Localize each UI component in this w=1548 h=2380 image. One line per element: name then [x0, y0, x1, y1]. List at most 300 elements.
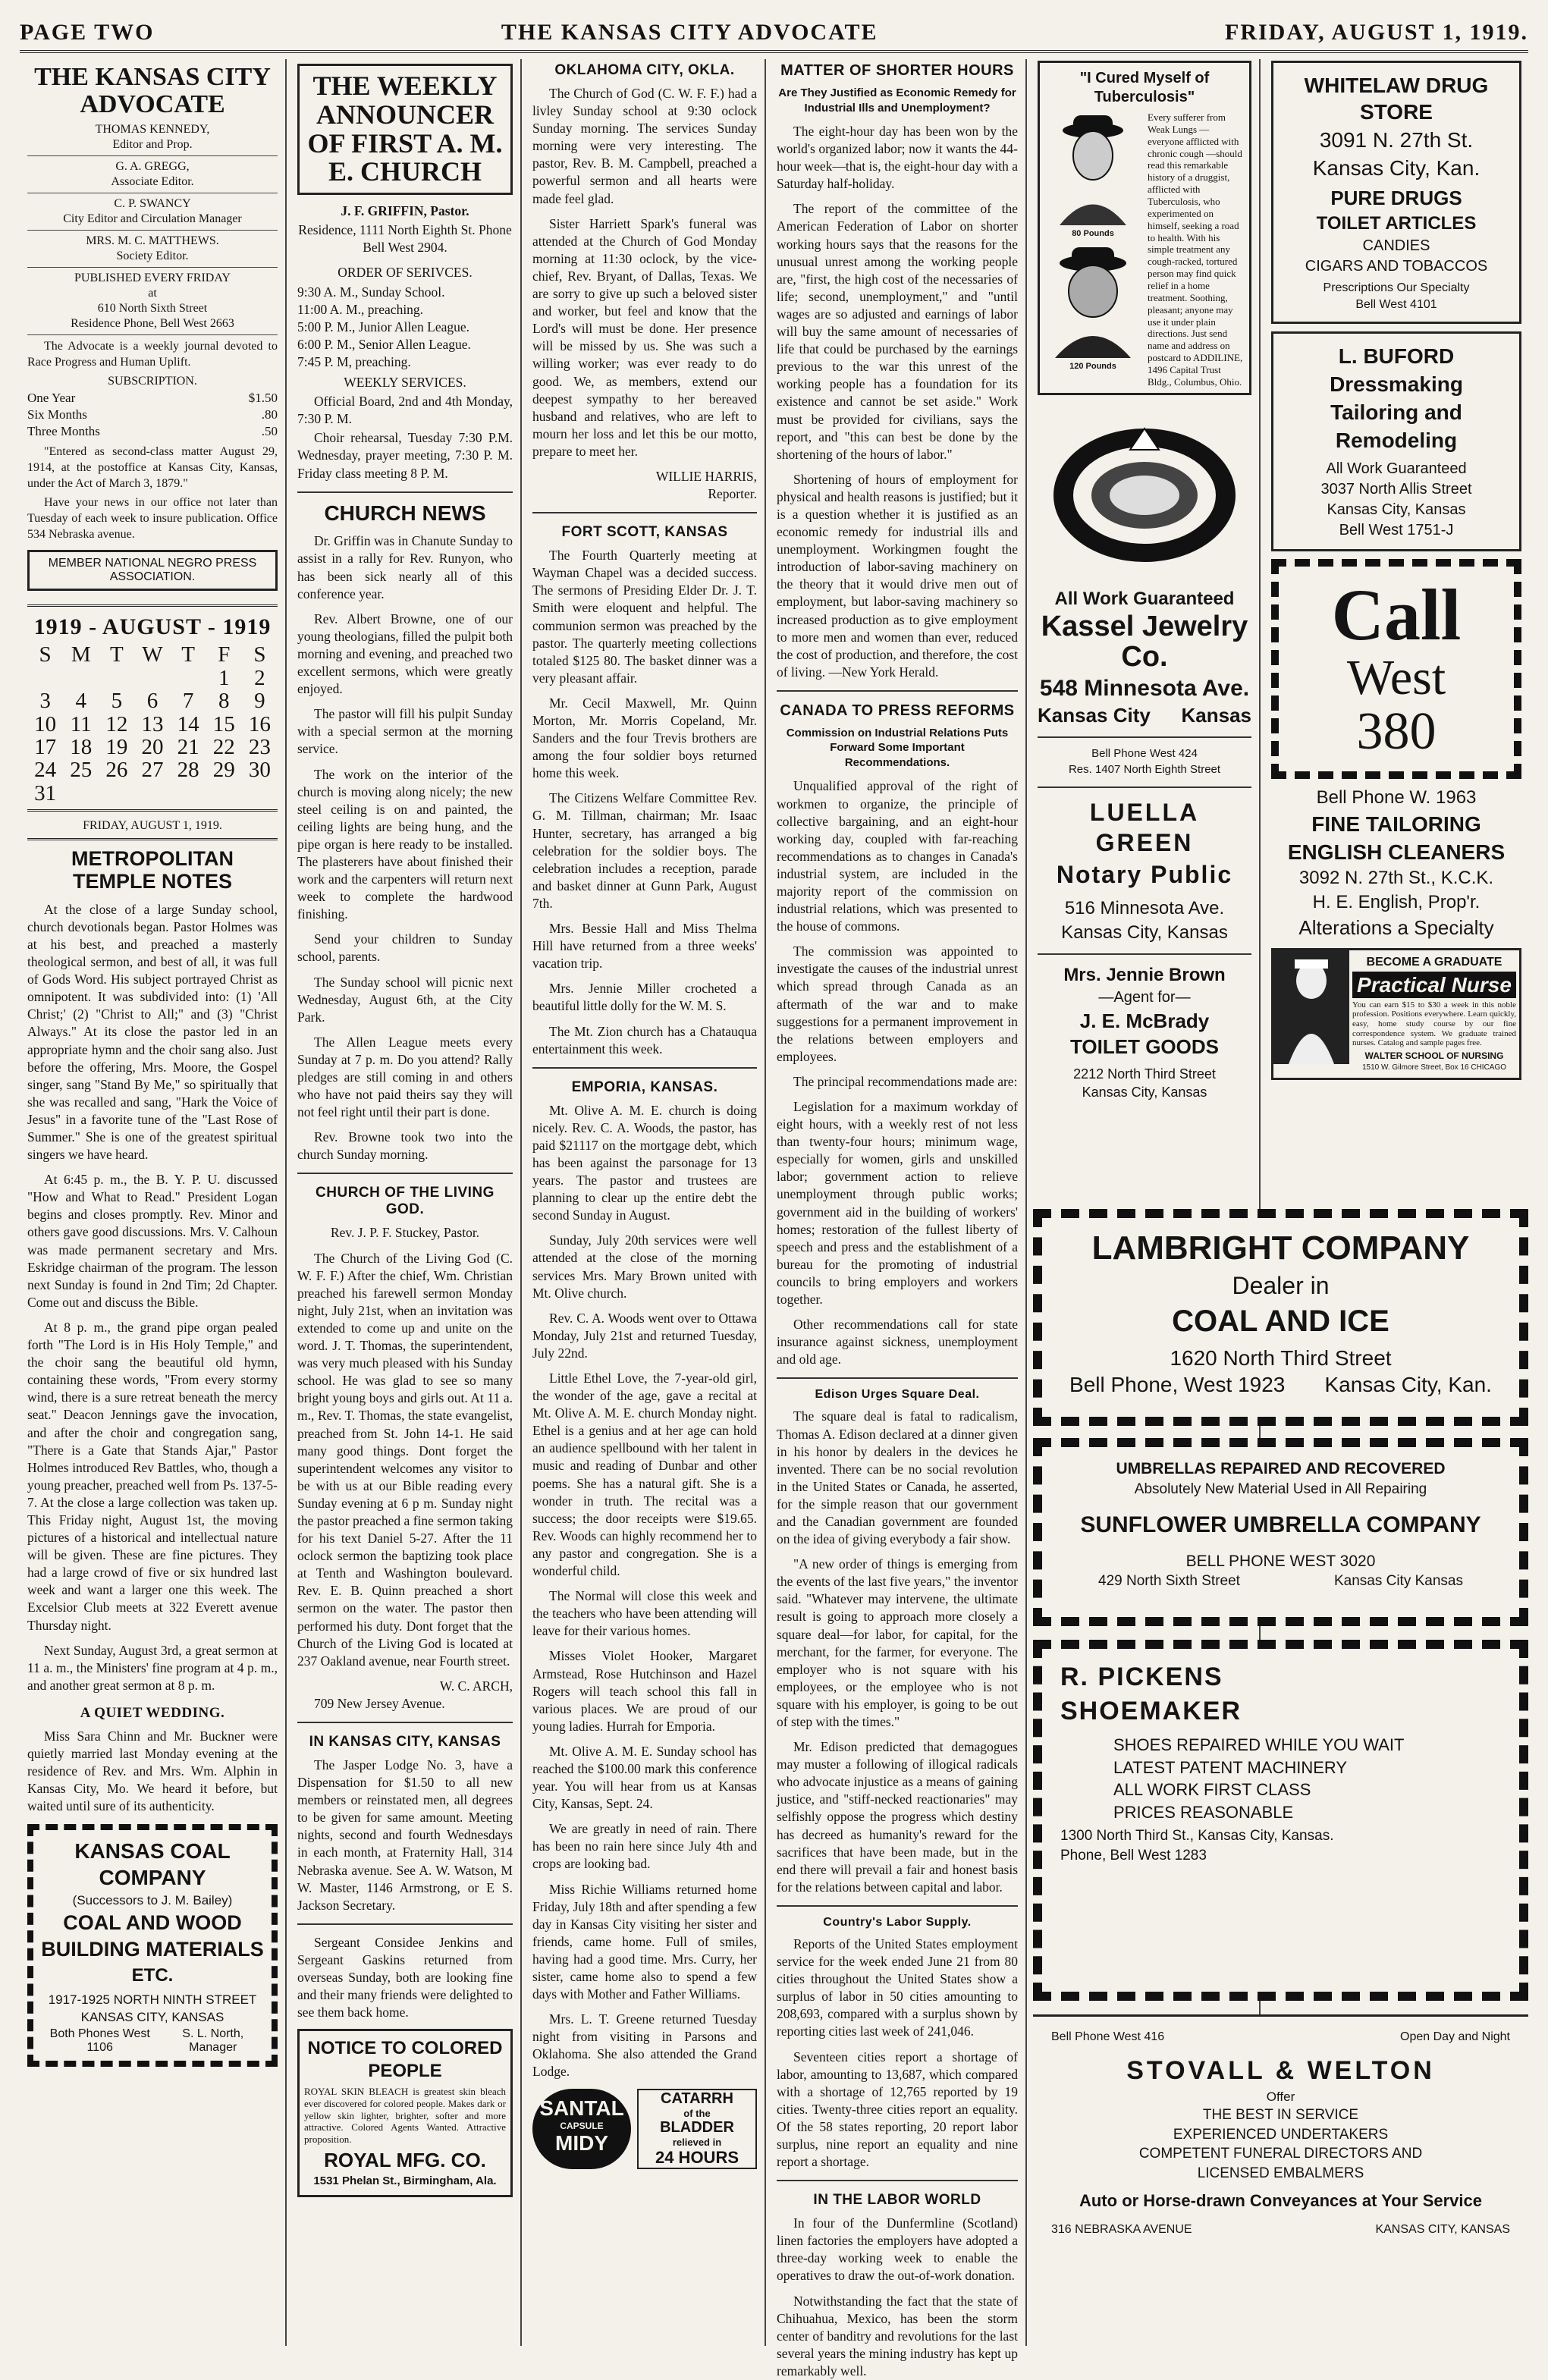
- weekly-item: Choir rehearsal, Tuesday 7:30 P.M. Wednesday, prayer meeting, 7:30 P. M. Friday class meeting 8 P. M.: [297, 430, 513, 481]
- rate-row: [27, 424, 278, 439]
- staff-line: THOMAS KENNEDY,: [95, 123, 210, 137]
- ad-line: —Agent for—: [1098, 988, 1191, 1006]
- date-cell: [99, 782, 134, 805]
- article-paragraph: The Sunday school will picnic next Wednesday, August 6th, at the City Park.: [297, 974, 513, 1025]
- divider: [297, 1722, 513, 1723]
- ad-footer: [1051, 2223, 1510, 2237]
- canada-subhead: Commission on Industrial Relations Puts Forward Some Important Recommendations.: [786, 726, 1009, 769]
- published-line: at: [148, 287, 157, 300]
- article-paragraph: "A new order of things is emerging from the events of the last five years," the inventor said. "Whatever may intervene, the ultimate result is going to approach more closely a square deal—for labor, for capital, for the merchant, for the farmer, for everyone. The employer who is not square with his employees, or the employee who is not square with his employer, is going to be out of step with the times.": [777, 1556, 1018, 1729]
- ad-city: Kansas City, Kansas: [1327, 501, 1466, 518]
- column-4: [769, 59, 1027, 2378]
- date-cell: 26: [105, 758, 128, 783]
- ad-manager: S. L. North, Manager: [182, 2027, 244, 2054]
- english-cleaners-ad: [1271, 787, 1521, 940]
- date-cell: [63, 667, 99, 689]
- staff-line: C. P. SWANCY: [114, 197, 191, 211]
- ad-line: BUILDING MATERIALS: [41, 1938, 264, 1961]
- article-paragraph: Unqualified approval of the right of workmen to organize, the principle of collective bargaining, and an eight-hour working day, coupled with far-reaching recommendations as to changes in Canada's industrial system, are included in the majority report of the commission on industrial relations, which was presented to the house of commons.: [777, 778, 1018, 934]
- oklahoma-heading: OKLAHOMA CITY, OKLA.: [554, 62, 735, 78]
- jennie-brown-ad: [1038, 964, 1251, 1101]
- article-paragraph: Mt. Olive A. M. E. Sunday school has reached the $100.00 mark this conference year. You will hear from us at Kansas City, Kansas, Sept. 24.: [532, 1743, 757, 1812]
- date-cell: 13: [141, 711, 164, 736]
- ad-trade: SHOEMAKER: [1060, 1696, 1242, 1725]
- date-cell: 22: [212, 735, 235, 759]
- rate-row: [27, 391, 278, 406]
- capsule-icon: [532, 2089, 631, 2169]
- ad-title: LUELLA GREEN: [1089, 798, 1200, 856]
- ad-phone: Phone, Bell West 1283: [1060, 1847, 1207, 1863]
- day-label: W: [142, 642, 163, 667]
- date-cell: 19: [105, 735, 128, 759]
- article-paragraph: The square deal is fatal to radicalism, Thomas A. Edison declared at a dinner given in his honor by dealers in the devices he invented. There can be no social revolution in the United States or Canada, he asserted, for the simple reason that our government and the Canadian government are founded on the idea of giving everybody a fair show.: [777, 1408, 1018, 1547]
- article-paragraph: Dr. Griffin was in Chanute Sunday to assist in a rally for Rev. Runyon, who has been sick nearly all of this conference year.: [297, 533, 513, 601]
- ad-line: CANDIES: [1362, 237, 1430, 254]
- labor-supply-heading: Country's Labor Supply.: [823, 1915, 972, 1929]
- calendar-week: [27, 667, 278, 689]
- day-label: S: [253, 642, 266, 667]
- signature-address: 709 New Jersey Avenue.: [314, 1695, 445, 1711]
- date-cell: 28: [177, 758, 199, 783]
- date-cell: 5: [111, 689, 123, 714]
- ad-line: Dressmaking: [1330, 372, 1463, 396]
- ad-body: You can earn $15 to $30 a week in this noble profession. Positions everywhere. Learn quickly, easy, home study course by our fine correspondence system. We graduate trained nurses. Catalog and sample pages free.: [1352, 1000, 1516, 1048]
- ad-title: R. PICKENS: [1060, 1663, 1223, 1691]
- divider: [777, 1905, 1018, 1907]
- article-paragraph: The pastor will fill his pulpit Sunday with a special sermon at the morning service.: [297, 706, 513, 757]
- column-5: [1030, 59, 1261, 2346]
- date-cell: 3: [39, 689, 51, 714]
- article-paragraph: Next Sunday, August 3rd, a great sermon at 11 a. m., the Ministers' fine program at 4 p. m., and another great sermon at 8 p. m.: [27, 1642, 278, 1693]
- divider: [777, 690, 1018, 692]
- ad-city-left: Kansas City: [1038, 704, 1151, 727]
- ad-line: UMBRELLAS REPAIRED AND RECOVERED: [1116, 1460, 1446, 1477]
- calendar-week: [27, 782, 278, 805]
- ad-line: ETC.: [131, 1965, 174, 1986]
- article-paragraph: The Fourth Quarterly meeting at Wayman Chapel was a decided success. The sermons of Presiding Elder Dr. J. T. Smith were eloquent and helpful. The communion sermon was preached by the pastor. The quarterly meeting collections totaled $125 80. The basket dinner was a very pleasant affair.: [532, 548, 757, 686]
- ad-company: J. E. McBrady: [1079, 1009, 1210, 1032]
- article-paragraph: Mrs. L. T. Greene returned Tuesday night from visiting in Parsons and Oklahoma. She also attended the Grand Lodge.: [532, 2011, 757, 2080]
- ad-line: 24 HOURS: [655, 2147, 739, 2167]
- labor-world-heading: IN THE LABOR WORLD: [813, 2192, 981, 2209]
- ad-city-right: Kansas: [1181, 704, 1251, 727]
- ad-line: KANSAS CITY, KANSAS: [80, 2010, 225, 2025]
- staff-line: G. A. GREGG,: [115, 160, 190, 174]
- ad-name: MIDY: [555, 2130, 608, 2155]
- divider: [777, 2180, 1018, 2181]
- date-cell: [171, 667, 206, 689]
- ad-line: ALL WORK FIRST CLASS: [1113, 1780, 1311, 1799]
- shorter-hours-subhead: Are They Justified as Economic Remedy for Industrial Ills and Unemployment?: [778, 86, 1016, 115]
- ad-city: Kansas City, Kan.: [1324, 1373, 1492, 1396]
- article-paragraph: The eight-hour day has been won by the world's organized labor; now it wants the 44-hour week—that is, the eight-hour day with a Saturday half-holiday.: [777, 124, 1018, 192]
- date-cell: 15: [212, 711, 235, 736]
- ad-portraits: [1044, 111, 1141, 388]
- diamond-ring-icon: [1038, 404, 1251, 586]
- ad-phone: Bell Phone West 424: [1091, 747, 1198, 761]
- article-paragraph: The Mt. Zion church has a Chatauqua entertainment this week.: [532, 1023, 757, 1057]
- article-paragraph: Mrs. Jennie Miller crocheted a beautiful little dolly for the W. M. S.: [532, 981, 757, 1014]
- staff-line: Editor and Prop.: [27, 137, 278, 156]
- article-paragraph: Little Ethel Love, the 7-year-old girl, the wonder of the age, gave a recital at Mt. Olive A. M. E. church Monday night. Ethel is a genius and at her age can hold an audience spellbound with her talent in music and reading of Dunbar and other poems. She has a natural gift. She is a wonder in truth. The recital was a success; the door receipts were $19.65. Rev. Woods can highly recommend her to any pastor and congregation. She is a wonderful child.: [532, 1371, 757, 1579]
- date-cell: 24: [34, 758, 57, 783]
- date-cell: 23: [248, 735, 271, 759]
- ad-line: TOILET GOODS: [1070, 1035, 1219, 1059]
- article-paragraph: The Allen League meets every Sunday at 7 p. m. Do you attend? Rally pledges are still coming in and others who have not paid theirs say they will not feel right until their part is done.: [297, 1034, 513, 1120]
- masthead-title: THE KANSAS CITY ADVOCATE: [34, 63, 271, 118]
- weekly-label: WEEKLY SERVICES.: [344, 375, 466, 391]
- pastor-residence: Residence, 1111 North Eighth St. Phone Bell West 2904.: [298, 222, 512, 256]
- edison-heading: Edison Urges Square Deal.: [815, 1388, 980, 1402]
- paper-name: THE KANSAS CITY ADVOCATE: [501, 20, 878, 45]
- article-paragraph: Sister Harriett Spark's funeral was attended at the Church of God Monday morning at 11:30 oclock, by the vice-chief, Rev. Bryant, of Dallas, Texas. We are sorry to give up such a beloved sister and worker, but feel and know that the Lord's will must be done. Her presence will be missed by us. She was such a willing worker; was ever ready to do good. We, as members, extend our deepest sympathy to her bereaved husband and relatives, who are left to mourn her loss and let this be our motto, prepare to meet her.: [532, 215, 757, 459]
- order-item: 11:00 A. M., preaching.: [297, 301, 424, 317]
- ad-phone: Bell Phone W. 1963: [1316, 787, 1477, 809]
- ad-line: Tailoring and: [1330, 400, 1462, 424]
- article-paragraph: Legislation for a maximum workday of eight hours, with a weekly rest of not less than twenty-four hours; minimum wage, especially for women, girls and unskilled labor; government action to relieve unemployment through public works; government aid in the building of workers' homes; restoration of the fullest liberty of speech and press and the establishment of a bureau for the promoting of industrial councils to bring employers and workers together.: [777, 1099, 1018, 1308]
- masthead: [27, 64, 278, 607]
- calendar-week: [27, 758, 278, 781]
- ad-line: All Work Guaranteed: [1054, 588, 1235, 609]
- ad-line: FINE TAILORING: [1311, 812, 1481, 837]
- fort-scott-heading: FORT SCOTT, KANSAS: [561, 524, 728, 541]
- ad-address: 429 North Sixth Street: [1098, 1572, 1240, 1589]
- santal-midy-ad: [532, 2089, 757, 2169]
- ad-line: EXPERIENCED UNDERTAKERS: [1173, 2126, 1389, 2143]
- ad-line: Absolutely New Material Used in All Repairing: [1134, 1481, 1427, 1498]
- ad-phone: BELL PHONE WEST 3020: [1185, 1552, 1376, 1570]
- order-item: 9:30 A. M., Sunday School.: [297, 284, 445, 300]
- calendar-days: [27, 643, 278, 666]
- article-paragraph: The principal recommendations made are:: [793, 1073, 1018, 1089]
- ad-title: Kassel Jewelry Co.: [1041, 610, 1248, 673]
- column-6: [1264, 59, 1529, 2346]
- ad-title: ENGLISH CLEANERS: [1287, 840, 1506, 865]
- divider: [1038, 736, 1251, 738]
- article-paragraph: Mr. Cecil Maxwell, Mr. Quinn Morton, Mr. Morris Copeland, Mr. Sanders and the four Trevis brothers are among the four soldier boys returned home this week.: [532, 695, 757, 781]
- ad-prop: H. E. English, Prop'r.: [1312, 892, 1480, 913]
- rate-term: Six Months: [27, 407, 87, 422]
- ad-brand: SANTAL: [539, 2096, 624, 2120]
- staff-line: City Editor and Circulation Manager: [27, 212, 278, 231]
- weekly-item: Official Board, 2nd and 4th Monday, 7:30 P. M.: [297, 394, 513, 427]
- ad-line: PRICES REASONABLE: [1113, 1802, 1294, 1822]
- buford-ad: [1271, 331, 1521, 551]
- ad-address: 1510 W. Gilmore Street, Box 16 CHICAGO: [1361, 1063, 1507, 1072]
- tuberculosis-ad: [1038, 61, 1251, 395]
- page-number: PAGE TWO: [20, 20, 155, 45]
- date-cell: 16: [248, 711, 271, 736]
- article-paragraph: Mr. Edison predicted that demagogues may muster a following of illogical radicals who advocate injustice as a means of gaining justice, and "stiff-necked reactionaries" may selfishly oppose the progress which destiny has decreed as humanity's reward for the sacrifices that have been made, but in the end there will prevail a fair and honest basis for the relations between capital and labor.: [777, 1739, 1018, 1895]
- staff-line: Associate Editor.: [27, 174, 278, 193]
- ad-line: TOILET ARTICLES: [1316, 212, 1477, 234]
- date-cell: 12: [105, 711, 128, 736]
- ad-address: 1620 North Third Street: [1170, 1346, 1392, 1370]
- ad-city: Kansas City, Kansas: [1082, 1085, 1207, 1101]
- ad-header: [1051, 2030, 1510, 2044]
- calendar-dateline: FRIDAY, AUGUST 1, 1919.: [27, 818, 278, 840]
- signature: WILLIE HARRIS,: [655, 468, 757, 484]
- ad-address: 316 NEBRASKA AVENUE: [1051, 2223, 1192, 2237]
- date-cell: 18: [70, 735, 93, 759]
- article-paragraph: Other recommendations call for state insurance against sickness, unemployment and old age.: [777, 1317, 1018, 1367]
- ad-phone: Both Phones West 1106: [49, 2027, 150, 2054]
- pastor-name: J. F. GRIFFIN, Pastor.: [341, 203, 469, 219]
- ad-hours: Open Day and Night: [1400, 2030, 1510, 2043]
- column-3: [525, 59, 766, 2346]
- date-cell: [206, 782, 242, 805]
- divider: [1038, 787, 1251, 788]
- divider: [532, 512, 757, 513]
- date-cell: [63, 782, 99, 805]
- ad-line: COAL AND WOOD: [63, 1911, 242, 1934]
- before-label: 80 Pounds: [1072, 229, 1114, 238]
- lambright-ad: [1033, 1209, 1528, 1426]
- calendar-title: 1919 - AUGUST - 1919: [33, 614, 272, 640]
- date-cell: 29: [212, 758, 235, 783]
- article-paragraph: Rev. Albert Browne, one of our young theologians, filled the pulpit both morning and evening, and preached two excellent sermons, which were greatly enjoyed.: [297, 611, 513, 697]
- ad-body: Every sufferer from Weak Lungs —everyone afflicted with chronic cough —should read this remarkable history of a druggist, afflicted with Tuberculosis, who experimented on himself, seeking a road to health. With his simple treatment any cough-racked, tortured person may find quick relief in a home treatment. Soothing, pleasant; anyone may use it under plain directions. Just send name and address on postcard to ADDILINE, 1496 Capital Trust Bldg., Columbus, Ohio.: [1148, 111, 1243, 388]
- shorter-hours-heading: MATTER OF SHORTER HOURS: [780, 62, 1014, 79]
- ad-line: of the: [683, 2107, 711, 2119]
- whitelaw-drug-ad: [1271, 61, 1521, 324]
- article-paragraph: Seventeen cities report a shortage of labor, amounting to 13,687, which compared with a shortage of 12,765 reported by 19 cities. Twenty-three cities report an equality. Of the 58 states reporting, 20 report labor surplus, nine report an equality and nine report a shortage.: [777, 2049, 1018, 2170]
- ad-line: BLADDER: [660, 2118, 734, 2136]
- portrait-icon: [1044, 111, 1141, 225]
- announcer-title: THE WEEKLY ANNOUNCER OF FIRST A. M. E. CHURCH: [297, 64, 513, 195]
- ad-city: KANSAS CITY, KANSAS: [1375, 2223, 1510, 2237]
- day-label: M: [71, 642, 91, 667]
- ad-title: Mrs. Jennie Brown: [1063, 964, 1226, 985]
- ad-residence: Res. 1407 North Eighth Street: [1068, 762, 1221, 776]
- ad-city: Kansas City Kansas: [1333, 1572, 1463, 1589]
- day-label: T: [109, 642, 124, 667]
- date-cell: 27: [141, 758, 164, 783]
- entered-note: "Entered as second-class matter August 29, 1914, at the postoffice at Kansas City, Kansas, under the Act of March 3, 1879.": [27, 444, 278, 490]
- article-paragraph: Rev. C. A. Woods went over to Ottawa Monday, July 21st and returned Tuesday, July 22nd.: [532, 1310, 757, 1361]
- ad-content: [1044, 111, 1245, 388]
- date-cell: 9: [254, 689, 265, 714]
- ad-line: LICENSED EMBALMERS: [1197, 2165, 1364, 2181]
- article-paragraph: At 8 p. m., the grand pipe organ pealed forth "The Lord is in His Holy Temple," and the choir sang the beautiful old hymn, containing these words, "From every stormy wind, there is a sure retreat beneath the mercy seat." Deacon Jennings gave the invocation, and after the choir and congregation sang, "There is a Gate that Stands Ajar," Pastor Holmes introduced Rev Battles, who, though a young preacher, preached well from Ps. 137-5-7. At the close a large collection was taken up. This Friday night, August 1st, the moving pictures of a historical and intellectual nature will be given. These are fine pictures. They had a large crowd of five or six hundred last week and want a larger one this week. The Excelsior Club meets at 322 Everett avenue Thursday night.: [27, 1319, 278, 1633]
- stovall-welton-ad: [1033, 2014, 1528, 2348]
- ad-title: KANSAS COAL COMPANY: [74, 1839, 231, 1890]
- ad-phone: Bell Phone, West 1923: [1069, 1373, 1286, 1396]
- living-god-heading: CHURCH OF THE LIVING GOD.: [316, 1185, 495, 1218]
- rate-term: Three Months: [27, 423, 100, 438]
- practical-nurse-ad: [1271, 948, 1521, 1080]
- date-cell: 25: [70, 758, 93, 783]
- ad-capsule: CAPSULE: [560, 2120, 604, 2131]
- date-cell: 21: [177, 735, 199, 759]
- ad-exchange: West: [1346, 649, 1446, 705]
- date-cell: [134, 667, 170, 689]
- temple-notes-heading: METROPOLITAN TEMPLE NOTES: [71, 847, 234, 893]
- date-cell: 11: [70, 711, 92, 736]
- after-label: 120 Pounds: [1069, 362, 1116, 371]
- signature: W. C. ARCH,: [439, 1678, 513, 1694]
- ad-title: SUNFLOWER UMBRELLA COMPANY: [1080, 1512, 1481, 1537]
- ad-phone: Bell Phone West 416: [1051, 2030, 1165, 2043]
- ad-address: 516 Minnesota Ave.: [1064, 897, 1225, 918]
- ad-line: CATARRH: [661, 2090, 733, 2107]
- article-paragraph: Mt. Olive A. M. E. church is doing nicely. Rev. C. A. Woods, the pastor, has paid $21117 on the mortgage debt, which has been against the parsonage for 13 years. The pastor and trustees are planning to clear up the entire debt the second Sunday in August.: [532, 1102, 757, 1223]
- ad-line: Offer: [1266, 2089, 1295, 2104]
- date-cell: 4: [75, 689, 86, 714]
- ad-line: LATEST PATENT MACHINERY: [1113, 1757, 1348, 1777]
- ad-footer: [1051, 1573, 1510, 1590]
- article-paragraph: Reports of the United States employment service for the week ended June 21 from 80 cities throughout the United States show a surplus of labor in 50 cities amounting to 208,693, compared with a surplus shown by reporting cities last week of 241,046.: [777, 1936, 1018, 2039]
- calendar-grid: [27, 643, 278, 805]
- article-paragraph: The Jasper Lodge No. 3, have a Dispensation for $1.50 to all new members or reinstated men, all degrees to be given for same amount. Meeting nights, second and fourth Wednesdays in each month, at Fraternity Hall, 314 Nebraska avenue. See A. W. Watson, M W. Master, 1146 Armstrong, or E S. Jackson Secretary.: [297, 1757, 513, 1913]
- article-paragraph: At the close of a large Sunday school, church devotionals began. Pastor Holmes was at his best, and preached a masterly theological sermon, and best of all, it was full of Gods Word. His subject portrayed Christ as omnipotent. It was subdivided into: (1) 'All Christ;' (2) "Christ to All;" and (3) "Christ Always." At its close the pastor led in an appropriate hymn and the choir sang also. Just before the offering, Mrs. Moore, the Gospel singer, sang "Stand By Me," so spiritually that she was recalled and sang, "Hark the Voice of Jesus" in a favorite tune of the "Last Rose of Summer." She is one of the greatest spiritual singers we have heard.: [27, 901, 278, 1163]
- ad-line: 1917-1925 NORTH NINTH STREET: [48, 1992, 257, 2008]
- ad-city: [1038, 704, 1251, 727]
- staff-line: MRS. M. C. MATTHEWS.: [86, 234, 219, 248]
- ad-address: 1300 North Third St., Kansas City, Kansas.: [1060, 1828, 1334, 1844]
- ad-line: Dealer in: [1232, 1272, 1330, 1299]
- ad-address: 2212 North Third Street: [1073, 1066, 1216, 1082]
- rate-price: .50: [261, 423, 278, 438]
- published-line: 610 North Sixth Street: [97, 302, 208, 316]
- date-cell: 17: [34, 735, 57, 759]
- ad-city: Kansas City, Kansas: [1061, 922, 1228, 943]
- column-1: [20, 59, 287, 2346]
- ad-line: Auto or Horse-drawn Conveyances at Your Service: [1079, 2190, 1483, 2210]
- calendar-week: [27, 713, 278, 736]
- day-label: S: [39, 642, 52, 667]
- emporia-heading: EMPORIA, KANSAS.: [571, 1079, 718, 1095]
- divider: [777, 1377, 1018, 1379]
- article-paragraph: At 6:45 p. m., the B. Y. P. U. discussed "How and What to Read." President Logan begins and closes promptly. Rev. Minor and others gave good discussions. Mrs. V. Calhoun was made permanent secretary and Mrs. Eskridge chairman of the program. The lesson next Sunday is found in 2nd Tim; 2d Chapter. Come out and discuss the Bible.: [27, 1172, 278, 1310]
- ad-line: All Work Guaranteed: [1326, 460, 1467, 477]
- order-item: 6:00 P. M., Senior Allen League.: [297, 336, 471, 352]
- article-paragraph: The report of the committee of the American Federation of Labor on shorter working hours says that the reasons for the unusual unrest among the working people are, "first, the high cost of the necessaries of life; second, unemployment," and "until wages are so adjusted and earnings of labor will buy the same amount of necessaries of life that could be purchased by the earnings previous to the war this unrest of the working people has a foundation for its existence and cannot be set aside." Work must be provided for civilians, says the report, and "this can best be done by the shortening of the hours of labor.": [777, 201, 1018, 462]
- rate-price: $1.50: [248, 390, 278, 405]
- ad-phone: Bell West 1751-J: [1339, 521, 1454, 538]
- article-paragraph: We are greatly in need of rain. There has been no rain here since July 4th and crops are looking bad.: [532, 1821, 757, 1872]
- church-news-heading: CHURCH NEWS: [324, 501, 486, 525]
- ad-footer: [39, 2027, 265, 2055]
- ad-line: (Successors to J. M. Bailey): [72, 1893, 233, 1908]
- ad-phone: Bell West 4101: [1355, 297, 1437, 311]
- ad-line: COMPETENT FUNERAL DIRECTORS AND: [1138, 2146, 1423, 2162]
- ad-address: 3091 N. 27th St.: [1319, 128, 1474, 152]
- order-item: 7:45 P. M, preaching.: [297, 353, 411, 369]
- portrait-icon: [1044, 244, 1141, 358]
- page-header: [20, 8, 1528, 53]
- member-label: MEMBER NATIONAL NEGRO PRESS ASSOCIATION.: [48, 557, 257, 584]
- divider: [297, 1173, 513, 1174]
- nurse-icon: [1273, 950, 1349, 1064]
- article-paragraph: Sunday, July 20th services were well attended at the close of the morning services Mrs. Mary Brown united with Mt. Olive church.: [532, 1232, 757, 1301]
- calendar-week: [27, 736, 278, 758]
- article-paragraph: The Church of God (C. W. F. F.) had a livley Sunday school at 9:30 oclock Sunday morning. The services Sunday morning were very interesting. The pastor, Rev. B. M. Campbell, preached a powerful sermon and all hearts were made feel glad.: [532, 86, 757, 206]
- luella-green-ad: [1038, 797, 1251, 944]
- rate-price: .80: [261, 407, 278, 422]
- article-paragraph: Mrs. Bessie Hall and Miss Thelma Hill have returned from a three weeks' vacation trip.: [532, 921, 757, 972]
- issue-date: FRIDAY, AUGUST 1, 1919.: [1225, 20, 1528, 45]
- article-paragraph: The Citizens Welfare Committee Rev. G. M. Tillman, chairman; Mr. Isaac Hunter, secretary, has arranged a big celebration for the soldier boys. The celebration includes a reception, parade and basket dinner at Gunn Park, August 7th.: [532, 790, 757, 911]
- kansas-coal-ad: [27, 1824, 278, 2066]
- ad-title: NOTICE TO COLORED PEOPLE: [307, 2038, 503, 2082]
- ad-line: Remodeling: [1335, 428, 1458, 452]
- date-cell: 2: [254, 665, 265, 690]
- catarrh-text: [637, 2089, 757, 2169]
- ad-title: Practical Nurse: [1352, 972, 1516, 998]
- day-label: T: [181, 642, 195, 667]
- royal-bleach-ad: [297, 2029, 513, 2196]
- date-cell: 8: [218, 689, 230, 714]
- ad-number: 380: [1356, 702, 1437, 761]
- ad-title: STOVALL & WELTON: [1126, 2056, 1435, 2085]
- ad-line: COAL AND ICE: [1172, 1305, 1389, 1338]
- date-cell: 1: [218, 665, 230, 690]
- article-paragraph: The Church of the Living God (C. W. F. F.) After the chief, Wm. Christian preached his farewell sermon Monday night, July 21st, when an invitation was extended to come up and unite on the word. J. T. Thomas, the superintendent, was very much pleased with his Sunday school. He was glad to see so many bright young boys and girls out. At 11 a. m., Rev. T. Thomas, the state evangelist, preached from St. John 14-1. He said many good things. Dont forget the superintendent welcomes any visitor to be with us at our Bible reading every Sunday evening at 6 p m. Sunday night the pastor preached a fine sermon taking for his text Daniel 5-27. After the 11 oclock sermon the baptizing took place at Tenth and Washington boulevard. Rev. E. B. Quinn preached a short sermon on the water. The pastor then performed his duty. Dont forget that the Church of the Living God is located at 237 Oakland avenue, near Fourth street.: [297, 1250, 513, 1669]
- ad-call: Call: [1331, 573, 1462, 655]
- article-paragraph: Miss Richie Williams returned home Friday, July 18th and after spending a few day in Kansas City visiting her sister and friends, came home. Full of smiles, having had a good time. Mrs. Curry, her sister, came home also to spend a few days with Mother and Father Williams.: [532, 1881, 757, 2002]
- article-paragraph: Miss Sara Chinn and Mr. Buckner were quietly married last Monday evening at the residence of Rev. and Mrs. Wm. Alphin in Kansas City, Mo. We heard it before, but waited until sure of its authenticity.: [27, 1728, 278, 1814]
- rate-row: [27, 407, 278, 422]
- date-cell: 6: [146, 689, 159, 714]
- ad-line: relieved in: [672, 2136, 722, 2148]
- article-paragraph: In four of the Dunfermline (Scotland) linen factories the employers have adopted a three-day working week to enable the operatives to draw the out-of-work donation.: [777, 2215, 1018, 2284]
- date-cell: 31: [34, 780, 57, 805]
- ad-title: L. BUFORD: [1338, 344, 1455, 368]
- ad-footer: [1050, 1373, 1512, 1397]
- calendar: [27, 614, 278, 812]
- date-cell: 7: [182, 689, 194, 714]
- ad-address: 3037 North Allis Street: [1320, 480, 1472, 498]
- ad-line: SHOES REPAIRED WHILE YOU WAIT: [1113, 1735, 1405, 1754]
- date-cell: 14: [177, 711, 199, 736]
- article-paragraph: The Normal will close this week and the teachers who have been attending will leave for their various homes.: [532, 1588, 757, 1639]
- date-cell: [134, 782, 170, 805]
- rate-term: One Year: [27, 390, 76, 405]
- article-paragraph: Notwithstanding the fact that the state of Chihuahua, Mexico, has been the storm center of banditry and revolutions for the last several years the mining industry has kept up remarkably well.: [777, 2293, 1018, 2378]
- kck-heading: IN KANSAS CITY, KANSAS: [309, 1734, 501, 1750]
- date-cell: 10: [34, 711, 57, 736]
- divider: [1038, 953, 1251, 955]
- ad-line: PURE DRUGS: [1330, 187, 1462, 209]
- date-cell: 30: [248, 758, 271, 783]
- ad-line: Alterations a Specialty: [1298, 916, 1494, 940]
- pastor-name: Rev. J. P. F. Stuckey, Pastor.: [330, 1225, 480, 1241]
- subscription-label: SUBSCRIPTION.: [108, 374, 197, 388]
- purpose-note: The Advocate is a weekly journal devoted to Race Progress and Human Uplift.: [27, 340, 278, 369]
- divider: [297, 491, 513, 493]
- ad-body: ROYAL SKIN BLEACH is greatest skin bleach ever discovered for colored people. Makes dark or yellow skin lighter, brighter, softer and more attractive. Colored Agents Wanted. Attractive proposition.: [304, 2086, 506, 2145]
- ad-subtitle: Notary Public: [1056, 860, 1233, 888]
- news-deadline-note: Have your news in our office not later than Tuesday of each week to insure publication. Office 534 Nebraska avenue.: [27, 495, 278, 542]
- date-cell: [27, 667, 63, 689]
- published-line: Residence Phone, Bell West 2663: [27, 316, 278, 335]
- ad-address: 3092 N. 27th St., K.C.K.: [1298, 868, 1494, 889]
- umbrella-ad: [1033, 1438, 1528, 1626]
- ad-title: LAMBRIGHT COMPANY: [1091, 1229, 1470, 1267]
- article-paragraph: Rev. Browne took two into the church Sunday morning.: [297, 1129, 513, 1163]
- ad-city: Kansas City, Kan.: [1312, 156, 1480, 180]
- ad-school: WALTER SCHOOL OF NURSING: [1364, 1050, 1504, 1061]
- divider: [297, 1923, 513, 1925]
- day-label: F: [218, 642, 231, 667]
- kassel-ad: [1038, 404, 1251, 727]
- divider: [532, 1067, 757, 1069]
- date-cell: [171, 782, 206, 805]
- ad-company: ROYAL MFG. CO.: [324, 2149, 486, 2172]
- article-paragraph: Send your children to Sunday school, parents.: [297, 931, 513, 965]
- pickens-ad: [1033, 1640, 1528, 2001]
